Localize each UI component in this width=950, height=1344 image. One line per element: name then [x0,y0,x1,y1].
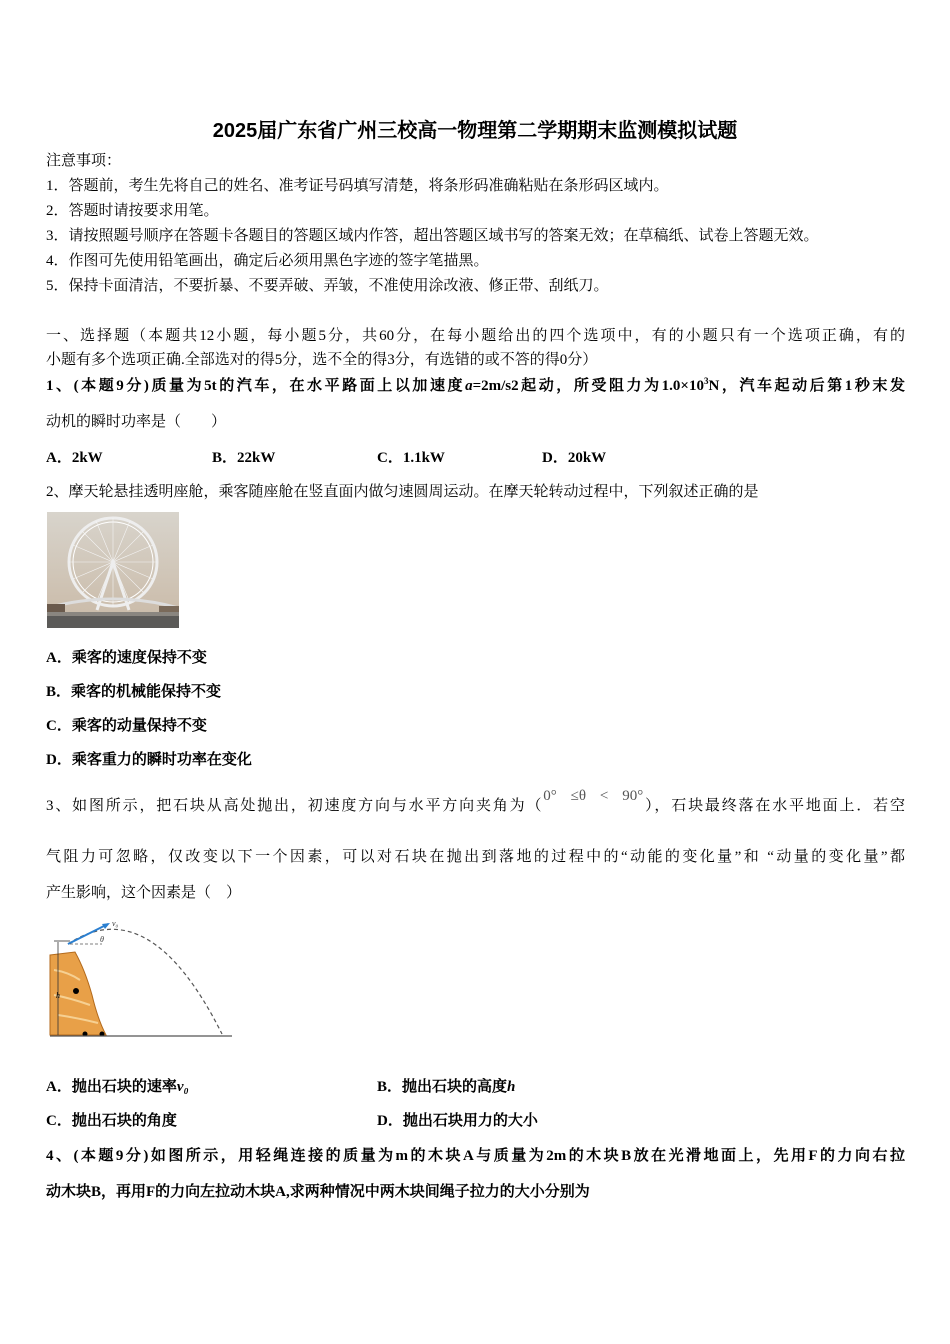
exam-title: 2025届广东省广州三校高一物理第二学期期末监测模拟试题 [212,120,738,142]
q1-stem: 1、(本题9分)质量为5t的汽车，在水平路面上以加速度a=2m/s2起动，所受阻力为$1.0\times 10^3N$，汽车起动后第1秒末发 [46,376,905,394]
notice-heading: 注意事项： [46,153,122,169]
q1-option-c[interactable]: C．1.1kW [377,450,445,466]
velocity-label: v₀ [112,919,119,928]
q2-option-a[interactable]: A．乘客的速度保持不变 [46,650,207,666]
q3-stem-cont: 气阻力可忽略，仅改变以下一个因素，可以对石块在抛出到落地的过程中的“动能的变化量”和 “动量的变化量”都 [46,849,905,865]
q3-option-b[interactable]: B．抛出石块的高度h [377,1079,516,1095]
q3-stem: 3、如图所示，把石块从高处抛出，初速度方向与水平方向夹角为（0° ≤θ < 90°），石块最终落在水平地面上．若空 [46,788,905,814]
section-instructions-cont: 小题有多个选项正确.全部选对的得5分，选不全的得3分，有选错的或不答的得0分） [46,352,598,368]
q2-option-d[interactable]: D．乘客重力的瞬时功率在变化 [46,752,252,768]
q4-stem-cont: 动木块B，再用F的力向左拉动木块A,求两种情况中两木块间绳子拉力的大小分别为 [46,1184,590,1200]
notice-item: 2．答题时请按要求用笔。 [46,203,219,219]
q4-stem: 4、(本题9分)如图所示，用轻绳连接的质量为m的木块A与质量为2m的木块B放在光滑地面上，先用F的力向右拉 [46,1148,905,1164]
q1-option-b[interactable]: B．22kW [212,450,276,466]
notice-item: 1．答题前，考生先将自己的姓名、准考证号码填写清楚，将条形码准确粘贴在条形码区域内。 [46,178,669,194]
height-label: h [56,991,60,1000]
ferris-wheel-image [47,512,179,628]
q2-option-b[interactable]: B．乘客的机械能保持不变 [46,684,222,700]
q1-option-a[interactable]: A．2kW [46,450,103,466]
q1-stem-cont: 动机的瞬时功率是（ ） [46,414,227,430]
angle-range-formula: 0° ≤θ < 90° [543,788,644,804]
section-instructions: 一、选择题（本题共12小题，每小题5分，共60分，在每小题给出的四个选项中，有的小题只有一个选项正确，有的 [46,328,905,344]
q3-option-c[interactable]: C．抛出石块的角度 [46,1113,177,1129]
q2-option-c[interactable]: C．乘客的动量保持不变 [46,718,207,734]
q3-option-a[interactable]: A．抛出石块的速率v₀ [46,1079,189,1095]
notice-item: 4．作图可先使用铅笔画出，确定后必须用黑色字迹的签字笔描黑。 [46,253,489,269]
projectile-diagram [40,910,240,1045]
notice-item: 5．保持卡面清洁，不要折暴、不要弄破、弄皱，不准使用涂改液、修正带、刮纸刀。 [46,278,609,294]
q1-option-d[interactable]: D．20kW [542,450,607,466]
angle-label: θ [100,935,104,944]
notice-item: 3．请按照题号顺序在答题卡各题目的答题区域内作答，超出答题区域书写的答案无效；在草稿纸、试卷上答题无效。 [46,228,819,244]
q3-stem-cont: 产生影响，这个因素是（ ） [46,885,242,901]
q3-option-d[interactable]: D．抛出石块用力的大小 [377,1113,538,1129]
q2-stem: 2、摩天轮悬挂透明座舱，乘客随座舱在竖直面内做匀速圆周运动。在摩天轮转动过程中，下列叙述正确的是 [46,484,759,500]
